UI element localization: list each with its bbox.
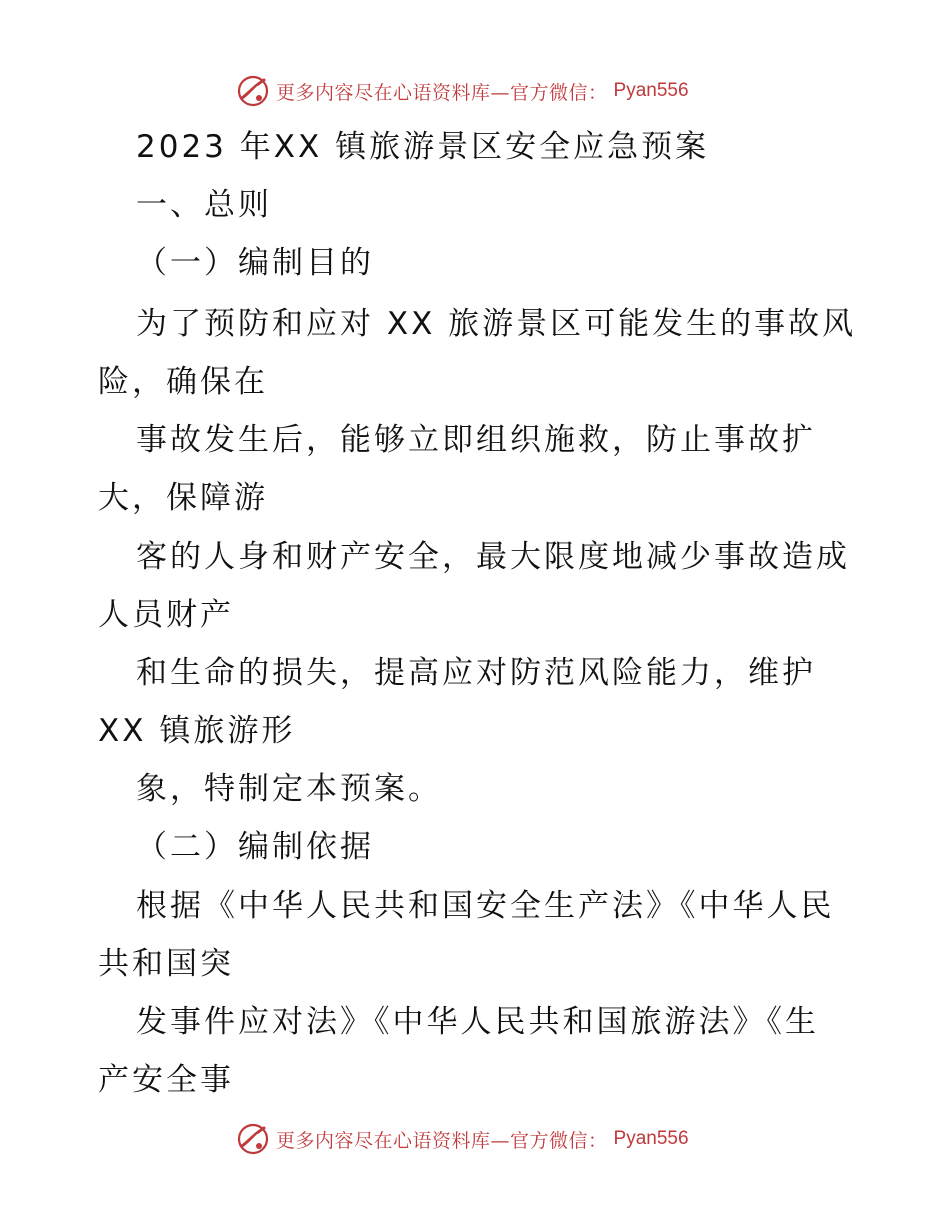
watermark-text: 更多内容尽在心语资料库—官方微信： bbox=[276, 81, 608, 104]
paragraph-line: 共和国突 bbox=[98, 946, 234, 982]
quill-seal-icon bbox=[236, 1122, 270, 1156]
document-title: 2023 年XX 镇旅游景区安全应急预案 bbox=[136, 129, 710, 165]
quill-seal-icon bbox=[236, 74, 270, 108]
paragraph-line: 产安全事 bbox=[98, 1062, 234, 1098]
paragraph-line: 事故发生后，能够立即组织施救，防止事故扩 bbox=[136, 422, 816, 458]
paragraph-line: 根据《中华人民共和国安全生产法》《中华人民 bbox=[136, 888, 835, 924]
paragraph-line: 人员财产 bbox=[98, 597, 234, 633]
paragraph-line: 发事件应对法》《中华人民共和国旅游法》《生 bbox=[136, 1004, 819, 1040]
paragraph-line: 客的人身和财产安全，最大限度地减少事故造成 bbox=[136, 539, 850, 575]
paragraph-line: 和生命的损失，提高应对防范风险能力，维护 bbox=[136, 655, 816, 691]
watermark-wechat-id: Pyan556 bbox=[613, 1128, 689, 1149]
watermark-text: 更多内容尽在心语资料库—官方微信： bbox=[276, 1129, 608, 1152]
subsection-heading: （二）编制依据 bbox=[136, 829, 374, 865]
section-heading: 一、总则 bbox=[136, 187, 272, 223]
watermark-footer bbox=[236, 1121, 689, 1157]
paragraph-line: 大，保障游 bbox=[98, 480, 268, 516]
paragraph-line: 险，确保在 bbox=[98, 364, 268, 400]
watermark-header bbox=[236, 73, 689, 109]
watermark-wechat-id: Pyan556 bbox=[613, 80, 689, 101]
paragraph-line: 象，特制定本预案。 bbox=[136, 771, 442, 807]
paragraph-line: XX 镇旅游形 bbox=[98, 713, 296, 749]
paragraph-line: 为了预防和应对 XX 旅游景区可能发生的事故风 bbox=[136, 306, 857, 342]
subsection-heading: （一）编制目的 bbox=[136, 245, 374, 281]
